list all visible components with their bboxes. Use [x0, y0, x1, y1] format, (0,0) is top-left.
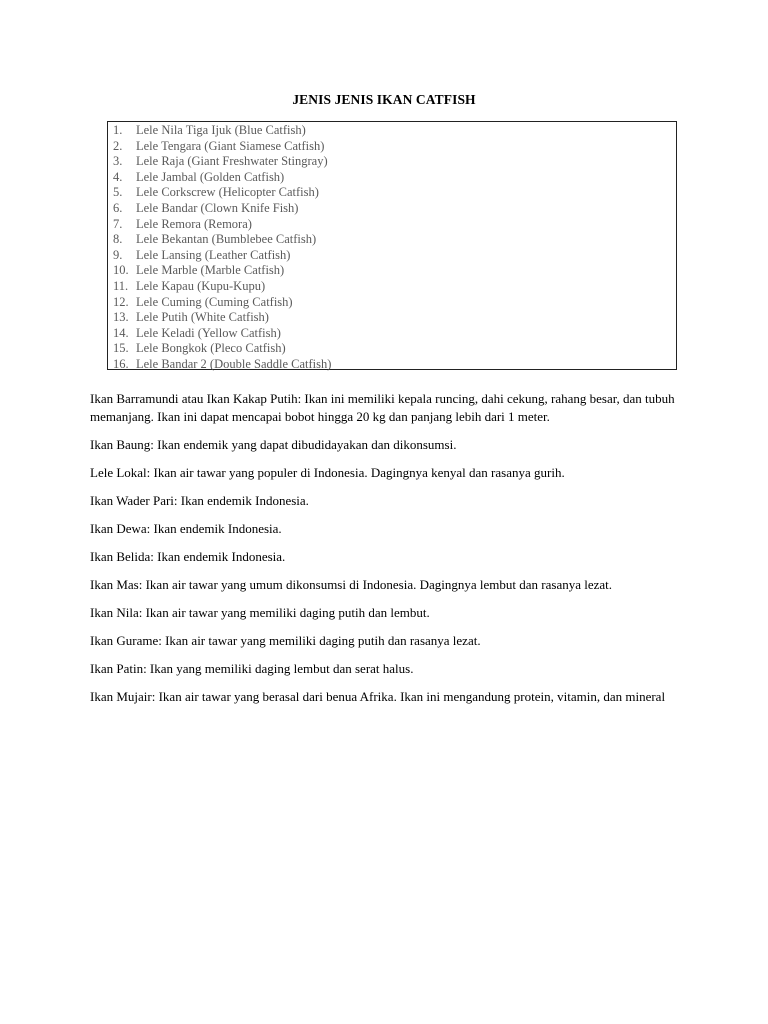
- paragraph-wader-pari: Ikan Wader Pari: Ikan endemik Indonesia.: [90, 493, 309, 508]
- list-item-text: Lele Lansing (Leather Catfish): [136, 247, 291, 262]
- list-item-text: Lele Corkscrew (Helicopter Catfish): [136, 185, 319, 200]
- list-item: [113, 248, 331, 264]
- list-item-number: 12.: [113, 294, 129, 309]
- paragraph-gurame: Ikan Gurame: Ikan air tawar yang memiliki daging putih dan rasanya lezat.: [90, 633, 481, 648]
- catfish-list: [113, 123, 331, 373]
- list-item: [113, 295, 331, 311]
- list-item-number: 11.: [113, 278, 129, 293]
- list-item-number: 8.: [113, 232, 123, 247]
- list-item-text: Lele Remora (Remora): [136, 216, 252, 231]
- list-item-number: 15.: [113, 341, 129, 356]
- list-item: [113, 154, 331, 170]
- list-item: [113, 201, 331, 217]
- paragraph-belida: Ikan Belida: Ikan endemik Indonesia.: [90, 549, 286, 564]
- document-title: JENIS JENIS IKAN CATFISH: [292, 92, 476, 107]
- paragraph-patin: Ikan Patin: Ikan yang memiliki daging lembut dan serat halus.: [90, 661, 414, 676]
- list-item: [113, 170, 331, 186]
- list-item-text: Lele Bekantan (Bumblebee Catfish): [136, 232, 317, 247]
- list-item-number: 6.: [113, 200, 123, 215]
- list-item-number: 16.: [113, 356, 129, 371]
- fish-descriptions: [90, 390, 682, 716]
- list-item: [113, 123, 331, 139]
- list-item: [113, 263, 331, 279]
- paragraph-mujair: Ikan Mujair: Ikan air tawar yang berasal dari benua Afrika. Ikan ini mengandung protein, vitamin, dan mineral: [90, 689, 666, 704]
- list-item-text: Lele Kapau (Kupu-Kupu): [136, 278, 266, 293]
- list-item-text: Lele Jambal (Golden Catfish): [136, 169, 285, 184]
- paragraph-dewa: Ikan Dewa: Ikan endemik Indonesia.: [90, 521, 282, 536]
- list-item: [113, 357, 331, 373]
- paragraph-mas: Ikan Mas: Ikan air tawar yang umum dikonsumsi di Indonesia. Dagingnya lembut dan rasanya lezat.: [90, 577, 613, 592]
- list-item-text: Lele Bandar 2 (Double Saddle Catfish): [136, 356, 332, 371]
- list-item-number: 13.: [113, 310, 129, 325]
- list-item-number: 4.: [113, 169, 123, 184]
- list-item: [113, 326, 331, 342]
- list-item: [113, 341, 331, 357]
- list-item-number: 7.: [113, 216, 123, 231]
- paragraph-lele-lokal: Lele Lokal: Ikan air tawar yang populer di Indonesia. Dagingnya kenyal dan rasanya gurih.: [90, 465, 565, 480]
- paragraph-nila: Ikan Nila: Ikan air tawar yang memiliki daging putih dan lembut.: [90, 605, 430, 620]
- paragraph-baung: Ikan Baung: Ikan endemik yang dapat dibudidayakan dan dikonsumsi.: [90, 437, 457, 452]
- list-item-number: 5.: [113, 185, 123, 200]
- catfish-list-box: [107, 121, 677, 370]
- list-item-number: 9.: [113, 247, 123, 262]
- list-item-number: 2.: [113, 138, 123, 153]
- list-item-number: 10.: [113, 263, 129, 278]
- list-item-text: Lele Keladi (Yellow Catfish): [136, 325, 281, 340]
- list-item-text: Lele Raja (Giant Freshwater Stingray): [136, 154, 328, 169]
- list-item-number: 3.: [113, 154, 123, 169]
- list-item: [113, 232, 331, 248]
- list-item-text: Lele Bongkok (Pleco Catfish): [136, 341, 286, 356]
- list-item: [113, 139, 331, 155]
- paragraph-barramundi: Ikan Barramundi atau Ikan Kakap Putih: Ikan ini memiliki kepala runcing, dahi cekung, rahang besar, dan tubuh memanjang. Ikan ini dapat mencapai bobot hingga 20 kg dan panjang lebih dari 1 meter.: [90, 391, 675, 424]
- list-item: [113, 279, 331, 295]
- list-item-number: 14.: [113, 325, 129, 340]
- list-item-text: Lele Cuming (Cuming Catfish): [136, 294, 293, 309]
- list-item-text: Lele Nila Tiga Ijuk (Blue Catfish): [136, 123, 306, 137]
- list-item-text: Lele Bandar (Clown Knife Fish): [136, 200, 299, 215]
- list-item-number: 1.: [113, 123, 123, 137]
- list-item: [113, 217, 331, 233]
- list-item: [113, 310, 331, 326]
- list-item-text: Lele Marble (Marble Catfish): [136, 263, 285, 278]
- list-item: [113, 185, 331, 201]
- list-item-text: Lele Tengara (Giant Siamese Catfish): [136, 138, 325, 153]
- list-item-text: Lele Putih (White Catfish): [136, 310, 269, 325]
